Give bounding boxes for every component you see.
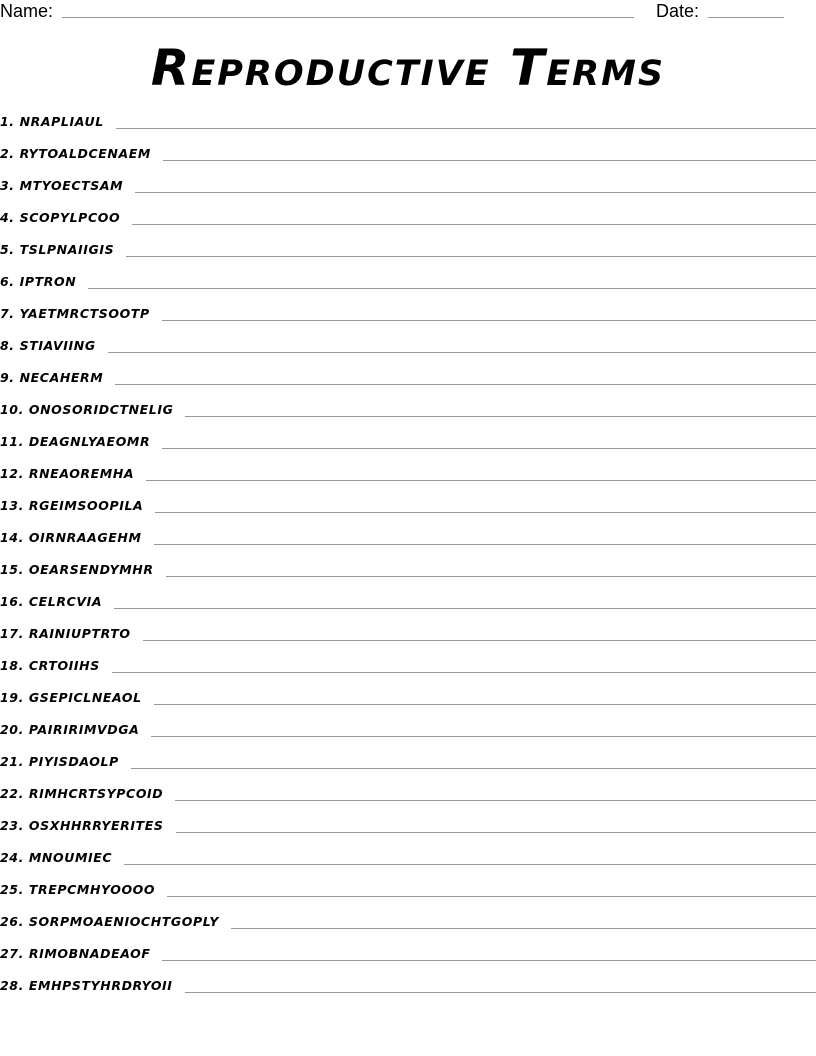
answer-line[interactable]	[175, 800, 816, 801]
date-field[interactable]	[708, 17, 784, 18]
scrambled-word: 12. RNEAOREMHA	[0, 466, 135, 481]
list-item	[0, 528, 816, 560]
answer-line[interactable]	[108, 352, 816, 353]
answer-line[interactable]	[185, 416, 816, 417]
list-item	[0, 272, 816, 304]
list-item	[0, 912, 816, 944]
answer-line[interactable]	[162, 448, 816, 449]
answer-line[interactable]	[176, 832, 816, 833]
answer-line[interactable]	[154, 544, 816, 545]
scrambled-word: 22. RIMHCRTSYPCOID	[0, 786, 164, 801]
list-item	[0, 880, 816, 912]
scrambled-word: 3. MTYOECTSAM	[0, 178, 124, 193]
answer-line[interactable]	[131, 768, 816, 769]
name-label: Name:	[0, 1, 54, 21]
word-list	[0, 112, 816, 1008]
scrambled-word: 7. YAETMRCTSOOTP	[0, 306, 150, 321]
scrambled-word: 9. NECAHERM	[0, 370, 104, 385]
answer-line[interactable]	[163, 160, 816, 161]
scrambled-word: 25. TREPCMHYOOOO	[0, 882, 156, 897]
list-item	[0, 624, 816, 656]
list-item	[0, 112, 816, 144]
scrambled-word: 21. PIYISDAOLP	[0, 754, 119, 769]
list-item	[0, 944, 816, 976]
date-label: Date:	[656, 1, 700, 21]
list-item	[0, 240, 816, 272]
scrambled-word: 20. PAIRIRIMVDGA	[0, 722, 140, 737]
list-item	[0, 752, 816, 784]
name-field[interactable]	[62, 17, 634, 18]
scrambled-word: 23. OSXHHRRYERITES	[0, 818, 164, 833]
answer-line[interactable]	[135, 192, 816, 193]
answer-line[interactable]	[162, 960, 816, 961]
scrambled-word: 8. STIAVIING	[0, 338, 96, 353]
scrambled-word: 16. CELRCVIA	[0, 594, 103, 609]
list-item	[0, 464, 816, 496]
scrambled-word: 26. SORPMOAENIOCHTGOPLY	[0, 914, 220, 929]
scrambled-word: 5. TSLPNAIIGIS	[0, 242, 115, 257]
list-item	[0, 720, 816, 752]
scrambled-word: 1. NRAPLIAUL	[0, 114, 104, 129]
scrambled-word: 14. OIRNRAAGEHM	[0, 530, 142, 545]
answer-line[interactable]	[88, 288, 816, 289]
list-item	[0, 432, 816, 464]
list-item	[0, 976, 816, 1008]
header-row	[0, 0, 816, 24]
list-item	[0, 336, 816, 368]
answer-line[interactable]	[155, 512, 816, 513]
scrambled-word: 24. MNOUMIEC	[0, 850, 113, 865]
scrambled-word: 15. OEARSENDYMHR	[0, 562, 154, 577]
list-item	[0, 816, 816, 848]
answer-line[interactable]	[166, 576, 816, 577]
answer-line[interactable]	[151, 736, 816, 737]
list-item	[0, 176, 816, 208]
list-item	[0, 656, 816, 688]
scrambled-word: 18. CRTOIIHS	[0, 658, 100, 673]
list-item	[0, 560, 816, 592]
scrambled-word: 28. EMHPSTYHRDRYOII	[0, 978, 173, 993]
answer-line[interactable]	[114, 608, 816, 609]
list-item	[0, 592, 816, 624]
answer-line[interactable]	[116, 128, 816, 129]
answer-line[interactable]	[154, 704, 816, 705]
scrambled-word: 27. RIMOBNADEAOF	[0, 946, 151, 961]
answer-line[interactable]	[115, 384, 816, 385]
list-item	[0, 496, 816, 528]
answer-line[interactable]	[162, 320, 816, 321]
list-item	[0, 208, 816, 240]
list-item	[0, 304, 816, 336]
scrambled-word: 2. RYTOALDCENAEM	[0, 146, 151, 161]
list-item	[0, 784, 816, 816]
list-item	[0, 400, 816, 432]
scrambled-word: 10. ONOSORIDCTNELIG	[0, 402, 174, 417]
answer-line[interactable]	[146, 480, 816, 481]
page-title: Reproductive Terms	[150, 39, 666, 97]
answer-line[interactable]	[124, 864, 816, 865]
scrambled-word: 19. GSEPICLNEAOL	[0, 690, 142, 705]
answer-line[interactable]	[231, 928, 816, 929]
scrambled-word: 4. SCOPYLPCOO	[0, 210, 121, 225]
answer-line[interactable]	[112, 672, 816, 673]
scrambled-word: 11. DEAGNLYAEOMR	[0, 434, 151, 449]
answer-line[interactable]	[126, 256, 816, 257]
scrambled-word: 13. RGEIMSOOPILA	[0, 498, 144, 513]
scrambled-word: 6. IPTRON	[0, 274, 77, 289]
answer-line[interactable]	[185, 992, 816, 993]
list-item	[0, 368, 816, 400]
list-item	[0, 688, 816, 720]
answer-line[interactable]	[167, 896, 816, 897]
list-item	[0, 848, 816, 880]
answer-line[interactable]	[143, 640, 816, 641]
scrambled-word: 17. RAINIUPTRTO	[0, 626, 131, 641]
answer-line[interactable]	[132, 224, 816, 225]
list-item	[0, 144, 816, 176]
